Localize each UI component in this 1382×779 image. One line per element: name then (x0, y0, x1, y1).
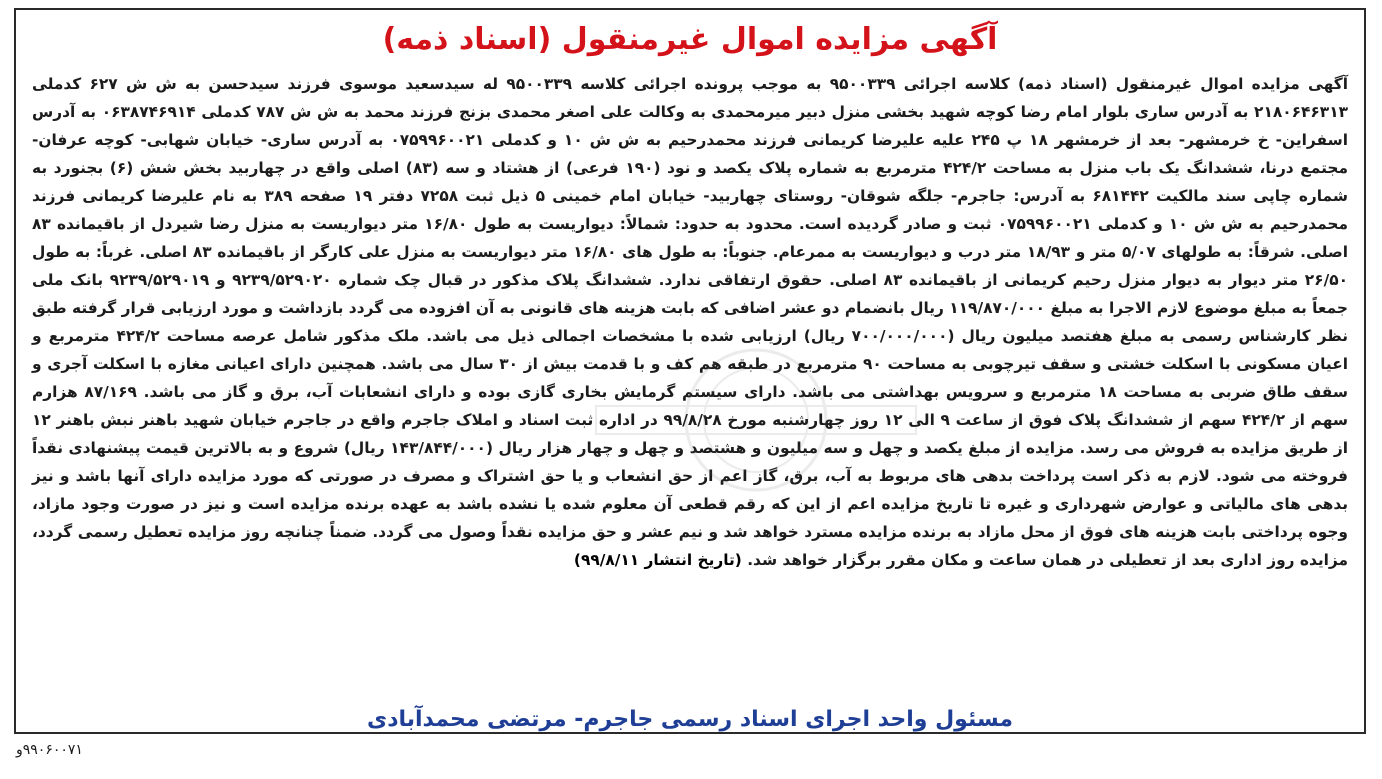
notice-body-text: آگهی مزایده اموال غیرمنقول (اسناد ذمه) کلاسه اجرائی ۹۵۰۰۳۳۹ به موجب پرونده اجرائی کلاسه ۹۵۰۰۳۳۹ له سیدسعید موسوی فرزند سیدحسن به ش ش ۶۲۷ کدملی ۲۱۸۰۶۴۶۳۱۳ به آدرس ساری بلوار امام رضا کوچه شهید بخشی منزل دبیر میرمحمدی به وکالت علی اصغر محمدی بزنج فرزند محمد به ش ش ۷۸۷ کدملی ۰۶۳۸۷۴۶۹۱۴ به آدرس اسفراین- خ خرمشهر- بعد از خرمشهر ۱۸ پ ۲۴۵ علیه علیرضا کریمانی فرزند محمدرحیم به ش ش ۱۰ و کدملی ۰۷۵۹۹۶۰۰۲۱ به آدرس ساری- خیابان شهابی- کوچه عرفان- مجتمع درنا، ششدانگ یک باب منزل به مساحت ۴۲۴/۲ مترمربع به شماره پلاک یکصد و نود (۱۹۰ فرعی) از هشتاد و سه (۸۳) اصلی واقع در چهاربید بخش شش (۶) بجنورد به شماره چاپی سند مالکیت ۶۸۱۴۴۲ به آدرس: جاجرم- جلگه شوقان- روستای چهاربید- خیابان امام خمینی ۵ ذیل ثبت ۷۲۵۸ دفتر ۱۹ صفحه ۳۸۹ به نام علیرضا کریمانی فرزند محمدرحیم به ش ش ۱۰ و کدملی ۰۷۵۹۹۶۰۰۲۱ ثبت و صادر گردیده است. محدود به حدود: شمالاً: دیواریست به طول ۱۶/۸۰ متر دیواریست به منزل رضا شیردل از باقیمانده ۸۳ اصلی. شرقاً: به طولهای ۵/۰۷ متر و ۱۸/۹۳ متر درب و دیواریست به ممرعام. جنوباً: به طول های ۱۶/۸۰ متر دیواریست به منزل علی کارگر از باقیمانده ۸۳ اصلی. غرباً: به طول ۲۶/۵۰ متر دیوار به دیوار منزل رحیم کریمانی از باقیمانده ۸۳ اصلی. حقوق ارتفاقی ندارد. ششدانگ پلاک مذکور در قبال چک شماره ۹۲۳۹/۵۲۹۰۲۰ و ۹۲۳۹/۵۲۹۰۱۹ بانک ملی جمعاً به مبلغ موضوع لازم الاجرا به مبلغ ۱۱۹/۸۷۰/۰۰۰ ریال بانضمام دو عشر اضافی که بابت هزینه های قانونی به آن افزوده می گردد بازداشت و مورد ارزیابی قرار گرفته طبق نظر کارشناس رسمی به مبلغ هفتصد میلیون ریال (۷۰۰/۰۰۰/۰۰۰ ریال) ارزیابی شده با مشخصات اجمالی ذیل می باشد. ملک مذکور شامل عرصه مساحت ۴۲۴/۲ مترمربع و اعیان مسکونی با اسکلت خشتی و سقف تیرچوبی به مساحت ۹۰ مترمربع در طبقه هم کف و با قدمت بیش از ۳۰ سال می باشد. همچنین دارای اعیانی مغازه با اسکلت آجری و سقف طاق ضربی به مساحت ۱۸ مترمربع و سرویس بهداشتی می باشد. دارای سیستم گرمایش بخاری گازی بوده و دارای انشعابات آب، برق و گاز می باشد. ۸۷/۱۶۹ هزارم سهم از ۴۲۴/۲ سهم از ششدانگ پلاک فوق از ساعت ۹ الی ۱۲ روز چهارشنبه مورخ ۹۹/۸/۲۸ در اداره ثبت اسناد و املاک جاجرم واقع در جاجرم خیابان شهید باهنر نبش باهنر ۱۲ از طریق مزایده به فروش می رسد. مزایده از مبلغ یکصد و چهل و سه میلیون و هشتصد و چهل و چهار هزار ریال (۱۴۳/۸۴۴/۰۰۰ ریال) شروع و به بالاترین قیمت پیشنهادی نقداً فروخته می شود. لازم به ذکر است پرداخت بدهی های مربوط به آب، برق، گاز اعم از حق انشعاب و یا حق اشتراک و مصرف در صورتی که مورد مزایده دارای آنها باشد و نیز بدهی های مالیاتی و عوارض شهرداری و غیره تا تاریخ مزایده اعم از این که رقم قطعی آن معلوم شده یا نشده باشد به عهده برنده مزایده است و نیز در صورت وجود مازاد، وجوه پرداختی بابت هزینه های فوق از محل مازاد به برنده مزایده مسترد خواهد شد و نیم عشر و حق مزایده نقداً وصول می گردد. ضمناً چنانچه روز مزایده تعطیل رسمی گردد، مزایده روز اداری بعد از تعطیلی در همان ساعت و مکان مقرر برگزار خواهد شد. (32, 75, 1349, 569)
signature-line: مسئول واحد اجرای اسناد رسمی جاجرم- مرتضی محمدآبادی (367, 707, 1013, 732)
publication-date: (تاریخ انتشار ۹۹/۸/۱۱) (573, 551, 742, 569)
auction-notice (14, 8, 1366, 734)
notice-body (32, 70, 1348, 574)
notice-title: آگهی مزایده اموال غیرمنقول (اسناد ذمه) (382, 22, 998, 57)
reference-code: ۹۹۰۶۰۰۷۱و (16, 742, 83, 758)
